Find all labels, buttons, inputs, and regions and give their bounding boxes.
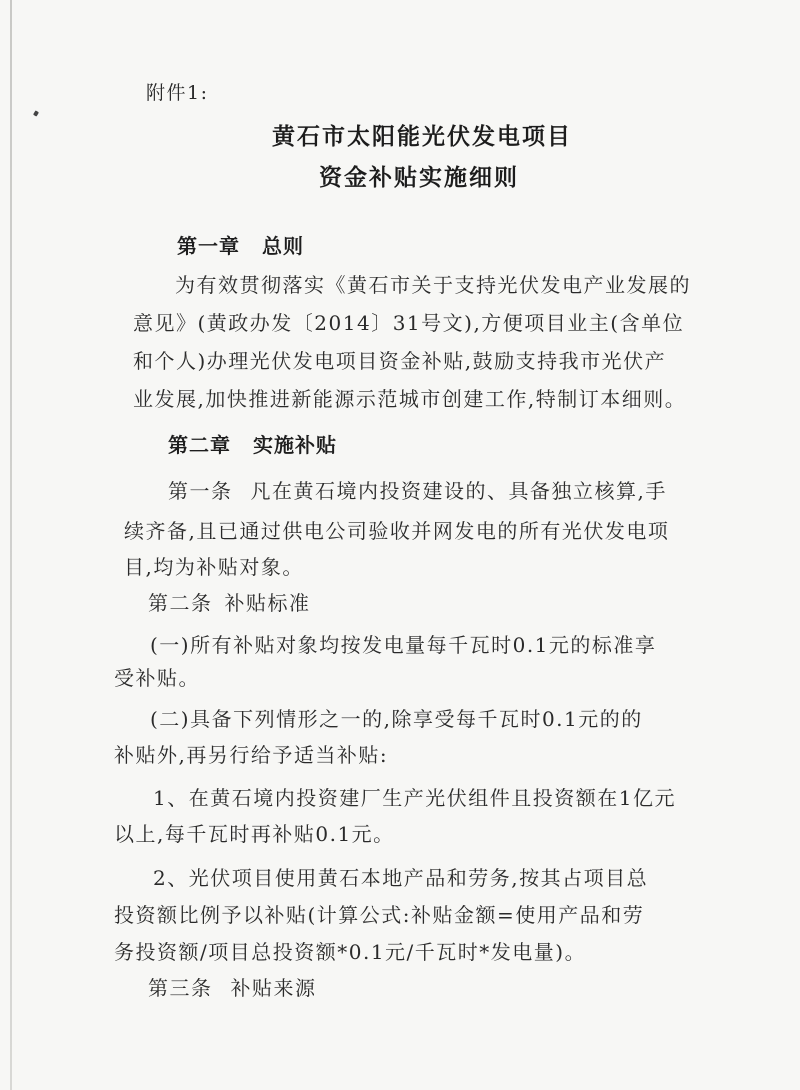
article-2-item-1-line-1: (一)所有补贴对象均按发电量每千瓦时0.1元的标准享 bbox=[150, 633, 657, 657]
article-2-heading bbox=[148, 590, 311, 616]
article-1-line-2: 续齐备,且已通过供电公司验收并网发电的所有光伏发电项 bbox=[124, 519, 670, 543]
article-1-number: 第一条 bbox=[168, 479, 233, 503]
page-edge-line bbox=[10, 0, 12, 1090]
article-1-line-1 bbox=[168, 478, 667, 504]
chapter-1-para-line-1: 为有效贯彻落实《黄石市关于支持光伏发电产业发展的 bbox=[175, 273, 691, 297]
chapter-2-heading bbox=[168, 432, 337, 458]
document-title-line-2: 资金补贴实施细则 bbox=[319, 164, 519, 191]
article-3-heading bbox=[148, 975, 317, 1001]
article-2-item-2-line-2: 补贴外,再另行给予适当补贴: bbox=[114, 743, 389, 767]
article-2-number: 第二条 bbox=[148, 591, 213, 615]
article-1-text: 凡在黄石境内投资建设的、具备独立核算,手 bbox=[250, 479, 667, 503]
chapter-1-heading bbox=[177, 233, 304, 259]
document-title-line-1: 黄石市太阳能光伏发电项目 bbox=[272, 123, 572, 150]
article-2-item-1-line-2: 受补贴。 bbox=[114, 666, 200, 690]
chapter-1-para-line-3: 和个人)办理光伏发电项目资金补贴,鼓励支持我市光伏产 bbox=[133, 349, 667, 373]
article-2-sub-2-line-2: 投资额比例予以补贴(计算公式:补贴金额=使用产品和劳 bbox=[114, 903, 645, 927]
article-2-sub-1-line-1: 1、在黄石境内投资建厂生产光伏组件且投资额在1亿元 bbox=[153, 786, 676, 810]
article-1-line-3: 目,均为补贴对象。 bbox=[124, 555, 304, 579]
attachment-label: 附件1: bbox=[146, 82, 209, 104]
chapter-2-name: 实施补贴 bbox=[253, 433, 337, 457]
article-2-sub-2-line-3: 务投资额/项目总投资额*0.1元/千瓦时*发电量)。 bbox=[114, 940, 587, 964]
chapter-1-para-line-4: 业发展,加快推进新能源示范城市创建工作,特制订本细则。 bbox=[133, 387, 687, 411]
article-3-name: 补贴来源 bbox=[230, 976, 317, 1000]
article-2-item-2-line-1: (二)具备下列情形之一的,除享受每千瓦时0.1元的的 bbox=[150, 707, 643, 731]
chapter-2-number: 第二章 bbox=[168, 433, 231, 457]
article-3-number: 第三条 bbox=[148, 976, 213, 1000]
chapter-1-name: 总则 bbox=[262, 234, 304, 258]
article-2-sub-2-line-1: 2、光伏项目使用黄石本地产品和劳务,按其占项目总 bbox=[153, 866, 649, 890]
chapter-1-number: 第一章 bbox=[177, 234, 240, 258]
article-2-sub-1-line-2: 以上,每千瓦时再补贴0.1元。 bbox=[114, 822, 395, 846]
chapter-1-para-line-2: 意见》(黄政办发〔2014〕31号文),方便项目业主(含单位 bbox=[133, 311, 685, 335]
scan-speck bbox=[33, 110, 39, 116]
article-2-name: 补贴标准 bbox=[224, 591, 311, 615]
